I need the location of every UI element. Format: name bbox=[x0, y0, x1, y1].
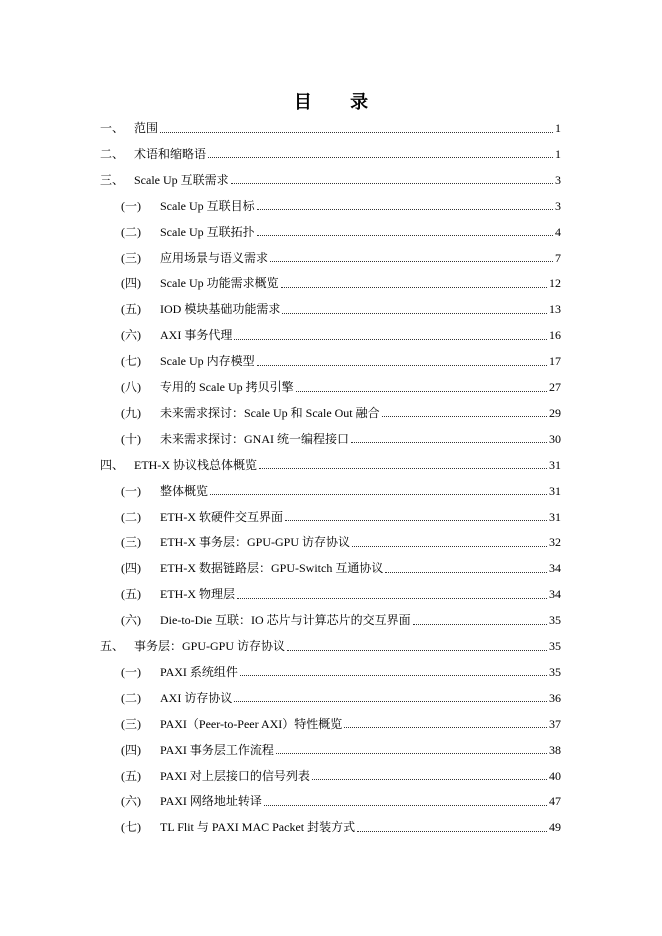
toc-dot-leader bbox=[287, 650, 547, 651]
toc-entry[interactable] bbox=[121, 481, 561, 501]
toc-dot-leader bbox=[160, 132, 553, 133]
toc-entry-page-number: 1 bbox=[555, 146, 561, 161]
toc-entry-page-number: 38 bbox=[549, 742, 561, 757]
toc-dot-leader bbox=[257, 235, 553, 236]
toc-entry-page-number: 32 bbox=[549, 535, 561, 550]
toc-entry-number: (十) bbox=[121, 431, 141, 446]
toc-entry-number: (五) bbox=[121, 302, 141, 317]
toc-entry-page-number: 30 bbox=[549, 431, 561, 446]
toc-entry-label: ETH-X 协议栈总体概览 bbox=[134, 457, 257, 472]
toc-entry-number: (四) bbox=[121, 742, 141, 757]
toc-entry-label: AXI 事务代理 bbox=[160, 328, 233, 343]
toc-dot-leader bbox=[385, 572, 547, 573]
toc-entry-page-number: 47 bbox=[549, 794, 561, 809]
toc-entry-number: (五) bbox=[121, 587, 141, 602]
toc-entry-label: Scale Up 互联需求 bbox=[134, 172, 229, 187]
toc-dot-leader bbox=[357, 831, 547, 832]
toc-entry-number: (七) bbox=[121, 820, 141, 835]
toc-dot-leader bbox=[234, 701, 547, 702]
toc-entry-label: Scale Up 互联拓扑 bbox=[160, 224, 255, 239]
toc-entry-page-number: 13 bbox=[549, 302, 561, 317]
toc-dot-leader bbox=[240, 675, 547, 676]
toc-entry[interactable] bbox=[121, 273, 561, 293]
toc-dot-leader bbox=[270, 261, 553, 262]
toc-entry[interactable] bbox=[100, 455, 561, 475]
toc-entry-page-number: 35 bbox=[549, 613, 561, 628]
toc-dot-leader bbox=[234, 339, 547, 340]
toc-entry[interactable] bbox=[121, 403, 561, 423]
toc-entry[interactable] bbox=[100, 636, 561, 656]
toc-entry-number: (九) bbox=[121, 405, 141, 420]
toc-entry[interactable] bbox=[121, 584, 561, 604]
toc-dot-leader bbox=[344, 727, 547, 728]
toc-entry-page-number: 1 bbox=[555, 121, 561, 135]
toc-dot-leader bbox=[231, 183, 553, 184]
toc-entry-label: 应用场景与语义需求 bbox=[160, 250, 269, 265]
toc-entry-label: TL Flit 与 PAXI MAC Packet 封装方式 bbox=[160, 820, 356, 835]
toc-entry-page-number: 16 bbox=[549, 328, 561, 343]
toc-entry-label: 事务层：GPU-GPU 访存协议 bbox=[134, 639, 286, 653]
toc-entry-page-number: 7 bbox=[555, 250, 561, 265]
toc-entry[interactable] bbox=[121, 325, 561, 345]
toc-entry-page-number: 3 bbox=[555, 198, 561, 213]
toc-entry[interactable] bbox=[121, 299, 561, 319]
toc-entry-page-number: 35 bbox=[549, 664, 561, 679]
toc-entry-page-number: 27 bbox=[549, 380, 561, 394]
toc-entry-page-number: 12 bbox=[549, 276, 561, 291]
toc-entry[interactable] bbox=[100, 144, 561, 164]
toc-entry-label: ETH-X 数据链路层：GPU-Switch 互通协议 bbox=[160, 561, 384, 576]
toc-entry-number: 四、 bbox=[100, 457, 125, 472]
toc-entry-label: 未来需求探讨：Scale Up 和 Scale Out 融合 bbox=[160, 405, 380, 420]
toc-dot-leader bbox=[282, 313, 547, 314]
toc-entry[interactable] bbox=[121, 532, 561, 552]
toc-dot-leader bbox=[281, 287, 547, 288]
toc-entry[interactable] bbox=[100, 118, 561, 138]
toc-entry[interactable] bbox=[121, 817, 561, 837]
toc-entry-label: 范围 bbox=[134, 121, 159, 135]
toc-dot-leader bbox=[264, 805, 547, 806]
toc-entry-label: ETH-X 软硬件交互界面 bbox=[160, 509, 283, 524]
toc-entry-label: Scale Up 内存模型 bbox=[160, 354, 255, 369]
toc-dot-leader bbox=[276, 753, 547, 754]
toc-entry[interactable] bbox=[100, 170, 561, 190]
toc-entry-label: AXI 访存协议 bbox=[160, 690, 233, 705]
toc-dot-leader bbox=[352, 546, 547, 547]
toc-dot-leader bbox=[285, 520, 547, 521]
toc-entry[interactable] bbox=[121, 740, 561, 760]
toc-entry-page-number: 31 bbox=[549, 483, 561, 498]
toc-entry-label: Scale Up 互联目标 bbox=[160, 198, 255, 213]
toc-entry-page-number: 40 bbox=[549, 768, 561, 783]
toc-entry-number: (六) bbox=[121, 613, 141, 628]
toc-entry-number: (七) bbox=[121, 354, 141, 369]
toc-entry-number: 五、 bbox=[100, 639, 125, 653]
toc-dot-leader bbox=[259, 468, 547, 469]
toc-entry-number: (八) bbox=[121, 380, 141, 394]
toc-entry[interactable] bbox=[121, 377, 561, 397]
toc-dot-leader bbox=[210, 494, 547, 495]
toc-dot-leader bbox=[257, 365, 547, 366]
toc-entry[interactable] bbox=[121, 610, 561, 630]
toc-entry-number: (一) bbox=[121, 198, 141, 213]
toc-entry-page-number: 36 bbox=[549, 690, 561, 705]
toc-entry-label: ETH-X 事务层：GPU-GPU 访存协议 bbox=[160, 535, 350, 550]
toc-entry-number: (二) bbox=[121, 690, 141, 705]
toc-entry-label: PAXI 系统组件 bbox=[160, 664, 238, 679]
toc-entry-number: (六) bbox=[121, 328, 141, 343]
toc-entry-label: 整体概览 bbox=[160, 483, 209, 498]
toc-entry-page-number: 31 bbox=[549, 457, 561, 472]
toc-entry-page-number: 34 bbox=[549, 587, 561, 602]
toc-entry-page-number: 17 bbox=[549, 354, 561, 369]
toc-entry-label: 专用的 Scale Up 拷贝引擎 bbox=[160, 380, 294, 394]
toc-entry-label: Die-to-Die 互联：IO 芯片与计算芯片的交互界面 bbox=[160, 613, 411, 628]
toc-dot-leader bbox=[296, 391, 547, 392]
toc-entry-page-number: 29 bbox=[549, 405, 561, 420]
toc-entry[interactable] bbox=[121, 791, 561, 811]
toc-entry-label: ETH-X 物理层 bbox=[160, 587, 235, 602]
toc-entry-label: PAXI 事务层工作流程 bbox=[160, 742, 274, 757]
toc-entry-label: 术语和缩略语 bbox=[134, 146, 207, 161]
toc-entry-number: 一、 bbox=[100, 121, 125, 135]
toc-entry[interactable] bbox=[121, 429, 561, 449]
toc-entry-number: (六) bbox=[121, 794, 141, 809]
toc-entry-number: (三) bbox=[121, 250, 141, 265]
toc-entry-page-number: 37 bbox=[549, 716, 561, 731]
toc-dot-leader bbox=[351, 442, 547, 443]
toc-entry[interactable] bbox=[121, 558, 561, 578]
toc-entry[interactable] bbox=[121, 222, 561, 242]
toc-entry[interactable] bbox=[121, 351, 561, 371]
toc-entry-label: PAXI 对上层接口的信号列表 bbox=[160, 768, 310, 783]
toc-entry-number: (三) bbox=[121, 535, 141, 550]
toc-entry-page-number: 49 bbox=[549, 820, 561, 835]
toc-entry-page-number: 35 bbox=[549, 639, 561, 653]
toc-entry-number: (五) bbox=[121, 768, 141, 783]
toc-entry-label: IOD 模块基础功能需求 bbox=[160, 302, 281, 317]
toc-entry[interactable] bbox=[121, 714, 561, 734]
toc-entry[interactable] bbox=[121, 196, 561, 216]
toc-title: 目 录 bbox=[293, 92, 385, 113]
toc-dot-leader bbox=[413, 624, 547, 625]
toc-dot-leader bbox=[257, 209, 553, 210]
toc-entry-number: (四) bbox=[121, 276, 141, 291]
toc-entry-label: PAXI（Peer-to-Peer AXI）特性概览 bbox=[160, 716, 343, 731]
toc-entry-label: PAXI 网络地址转译 bbox=[160, 794, 262, 809]
toc-entry-label: Scale Up 功能需求概览 bbox=[160, 276, 279, 291]
toc-entry[interactable] bbox=[121, 766, 561, 786]
toc-entry[interactable] bbox=[121, 248, 561, 268]
toc-entry[interactable] bbox=[121, 507, 561, 527]
toc-entry-number: (二) bbox=[121, 509, 141, 524]
toc-entry-number: (二) bbox=[121, 224, 141, 239]
toc-entry-page-number: 3 bbox=[555, 172, 561, 187]
toc-entry[interactable] bbox=[121, 688, 561, 708]
toc-dot-leader bbox=[382, 416, 547, 417]
toc-entry[interactable] bbox=[121, 662, 561, 682]
toc-dot-leader bbox=[208, 157, 553, 158]
toc-entry-number: 三、 bbox=[100, 172, 125, 187]
toc-entry-page-number: 31 bbox=[549, 509, 561, 524]
toc-entry-page-number: 4 bbox=[555, 224, 561, 239]
toc-entry-number: 二、 bbox=[100, 146, 125, 161]
toc-dot-leader bbox=[312, 779, 547, 780]
toc-entry-number: (一) bbox=[121, 664, 141, 679]
toc-entry-label: 未来需求探讨：GNAI 统一编程接口 bbox=[160, 431, 349, 446]
toc-entry-number: (三) bbox=[121, 716, 141, 731]
toc-dot-leader bbox=[237, 598, 547, 599]
toc-entry-number: (一) bbox=[121, 483, 141, 498]
toc-entry-page-number: 34 bbox=[549, 561, 561, 576]
toc-entry-number: (四) bbox=[121, 561, 141, 576]
